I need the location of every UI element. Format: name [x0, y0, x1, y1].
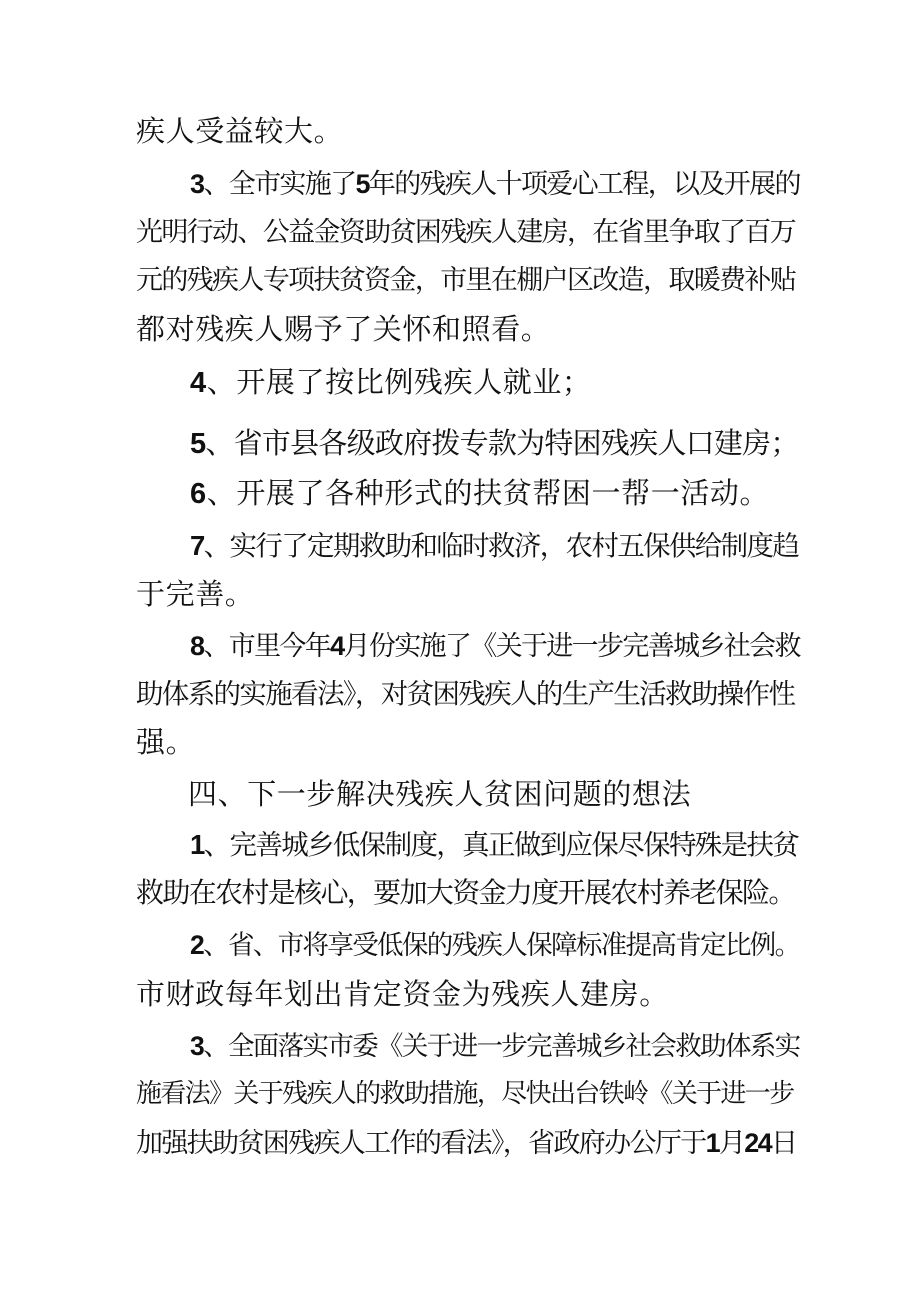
list-item-5 [190, 425, 799, 462]
line-text: 、开展了按比例残疾人就业； [206, 365, 592, 399]
inline-number: 5 [355, 169, 369, 199]
line-text: 救助在农村是核心，要加大资金力度开展农村养老保险。 [136, 876, 795, 909]
line-text: 强。 [136, 725, 196, 759]
section-heading [188, 776, 691, 812]
list-number: 5 [190, 428, 206, 460]
inline-number: 1 [705, 1128, 719, 1158]
line-text: 疾人受益较大。 [136, 114, 344, 148]
paragraph-line [136, 215, 795, 251]
paragraph-line [136, 676, 794, 712]
line-text: 、完善城乡低保制度，真正做到应保尽保特殊是扶贫 [203, 829, 799, 861]
line-text: 年的残疾人十项爱心工程，以及开展的 [368, 169, 800, 200]
paragraph-line [136, 724, 195, 760]
list-number: 4 [190, 367, 207, 399]
line-text: 、全面落实市委《关于进一步完善城乡社会救助体系实 [203, 1031, 800, 1062]
paragraph-line [136, 1125, 796, 1162]
inline-number: 24 [744, 1128, 772, 1158]
list-number: 1 [190, 829, 204, 860]
heading-text: 四、下一步解决残疾人贫困问题的想法 [188, 777, 692, 811]
paragraph-line [136, 976, 669, 1012]
list-item-3 [190, 166, 800, 203]
list-item-4 [190, 364, 592, 401]
list-item-3 [190, 1028, 800, 1065]
line-text: 日 [771, 1128, 797, 1159]
list-number: 3 [190, 169, 204, 199]
paragraph-line [136, 311, 550, 347]
line-text: 都对残疾人赐予了关怀和照看。 [136, 312, 551, 346]
list-number: 2 [190, 930, 204, 960]
line-text: 、省、市将享受低保的残疾人保障标准提高肯定比例。 [203, 930, 800, 961]
list-number: 3 [190, 1031, 204, 1061]
line-text: 、开展了各种形式的扶贫帮困一帮一活动。 [206, 476, 770, 510]
list-number: 7 [190, 530, 204, 561]
line-text: 光明行动、公益金资助贫困残疾人建房，在省里争取了百万 [136, 217, 796, 248]
paragraph-line [136, 113, 343, 149]
line-text: 月份实施了《关于进一步完善城乡社会救 [343, 631, 800, 662]
list-item-2 [190, 927, 800, 964]
list-number: 6 [190, 478, 207, 510]
paragraph-line [136, 875, 795, 911]
inline-number: 4 [330, 631, 344, 661]
line-text: 助体系的实施看法》，对贫困残疾人的生产生活救助操作性 [136, 678, 795, 710]
list-item-1 [190, 827, 798, 863]
paragraph-line [136, 576, 254, 612]
line-text: 月 [718, 1128, 745, 1159]
list-item-8 [190, 628, 800, 665]
line-text: 、实行了定期救助和临时救济，农村五保供给制度趋 [203, 530, 799, 562]
line-text: 市财政每年划出肯定资金为残疾人建房。 [136, 977, 669, 1011]
list-item-6 [190, 475, 769, 512]
line-text: 施看法》关于残疾人的救助措施，尽快出台铁岭《关于进一步 [136, 1079, 794, 1109]
line-text: 、省市县各级政府拨专款为特困残疾人口建房； [205, 426, 799, 460]
list-number: 8 [190, 631, 204, 661]
line-text: 于完善。 [136, 577, 255, 611]
line-text: 加强扶助贫困残疾人工作的看法》，省政府办公厅于 [136, 1128, 706, 1159]
paragraph-line [136, 1076, 793, 1112]
line-text: 、全市实施了 [203, 169, 356, 200]
line-text: 、市里今年 [203, 631, 331, 662]
line-text: 元的残疾人专项扶贫资金，市里在棚户区改造，取暖费补贴 [136, 265, 796, 296]
paragraph-line [136, 263, 795, 299]
list-item-7 [190, 528, 798, 564]
